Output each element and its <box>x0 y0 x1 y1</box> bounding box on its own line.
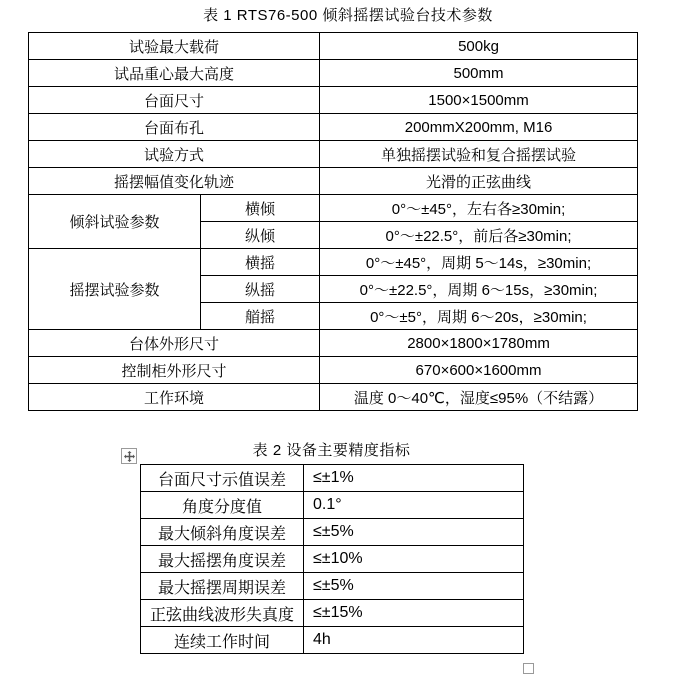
spec-value: 0°～±22.5°，前后各≥30min; <box>320 222 638 249</box>
table-row <box>29 384 638 411</box>
spec-sub-label: 纵倾 <box>201 222 320 249</box>
table-row <box>29 33 638 60</box>
spec-sub-label: 横倾 <box>201 195 320 222</box>
precision-value: ≤±5% <box>304 573 524 600</box>
table-row <box>29 60 638 87</box>
spec-label: 工作环境 <box>29 384 320 411</box>
spec-label: 试品重心最大高度 <box>29 60 320 87</box>
spec-label: 试验最大载荷 <box>29 33 320 60</box>
spec-value: 温度 0～40℃，湿度≤95%（不结露） <box>320 384 638 411</box>
precision-label: 最大摇摆角度误差 <box>141 546 304 573</box>
table2-precision-indicators <box>140 464 524 654</box>
table-row <box>29 141 638 168</box>
spec-value: 500kg <box>320 33 638 60</box>
table-row <box>29 114 638 141</box>
precision-value: 4h <box>304 627 524 654</box>
precision-label: 最大摇摆周期误差 <box>141 573 304 600</box>
spec-value: 0°～±45°，周期 5～14s，≥30min; <box>320 249 638 276</box>
four-direction-arrows-icon <box>124 451 135 462</box>
spec-label: 摇摆幅值变化轨迹 <box>29 168 320 195</box>
spec-value: 光滑的正弦曲线 <box>320 168 638 195</box>
table-row <box>141 600 524 627</box>
table-row <box>29 249 638 276</box>
precision-value: ≤±10% <box>304 546 524 573</box>
table-row <box>141 627 524 654</box>
table-row <box>141 573 524 600</box>
table-row <box>29 168 638 195</box>
spec-label: 控制柜外形尺寸 <box>29 357 320 384</box>
spec-group-label: 倾斜试验参数 <box>29 195 201 249</box>
spec-value: 1500×1500mm <box>320 87 638 114</box>
spec-sub-label: 艏摇 <box>201 303 320 330</box>
table-move-handle[interactable] <box>121 448 137 464</box>
table2-caption: 表 2 设备主要精度指标 <box>252 442 411 459</box>
spec-sub-label: 横摇 <box>201 249 320 276</box>
table1-technical-parameters <box>28 32 638 411</box>
precision-value: 0.1° <box>304 492 524 519</box>
precision-value: ≤±15% <box>304 600 524 627</box>
precision-value: ≤±1% <box>304 465 524 492</box>
spec-value: 单独摇摆试验和复合摇摆试验 <box>320 141 638 168</box>
table-row <box>29 195 638 222</box>
table1-caption: 表 1 RTS76-500 倾斜摇摆试验台技术参数 <box>203 7 493 24</box>
precision-label: 连续工作时间 <box>141 627 304 654</box>
precision-label: 最大倾斜角度误差 <box>141 519 304 546</box>
table-row <box>141 519 524 546</box>
precision-value: ≤±5% <box>304 519 524 546</box>
spec-group-label: 摇摆试验参数 <box>29 249 201 330</box>
table-row <box>141 492 524 519</box>
precision-label: 台面尺寸示值误差 <box>141 465 304 492</box>
table-row <box>141 465 524 492</box>
spec-value: 0°～±22.5°，周期 6～15s，≥30min; <box>320 276 638 303</box>
spec-value: 500mm <box>320 60 638 87</box>
spec-sub-label: 纵摇 <box>201 276 320 303</box>
spec-value: 2800×1800×1780mm <box>320 330 638 357</box>
spec-label: 台面尺寸 <box>29 87 320 114</box>
table-resize-handle[interactable] <box>523 663 534 674</box>
spec-value: 0°～±5°，周期 6～20s，≥30min; <box>320 303 638 330</box>
table-row <box>29 87 638 114</box>
precision-label: 角度分度值 <box>141 492 304 519</box>
spec-value: 200mmX200mm, M16 <box>320 114 638 141</box>
spec-value: 670×600×1600mm <box>320 357 638 384</box>
precision-label: 正弦曲线波形失真度 <box>141 600 304 627</box>
spec-label: 试验方式 <box>29 141 320 168</box>
spec-label: 台体外形尺寸 <box>29 330 320 357</box>
spec-value: 0°～±45°，左右各≥30min; <box>320 195 638 222</box>
spec-label: 台面布孔 <box>29 114 320 141</box>
table-row <box>29 357 638 384</box>
table-row <box>29 330 638 357</box>
table-row <box>141 546 524 573</box>
